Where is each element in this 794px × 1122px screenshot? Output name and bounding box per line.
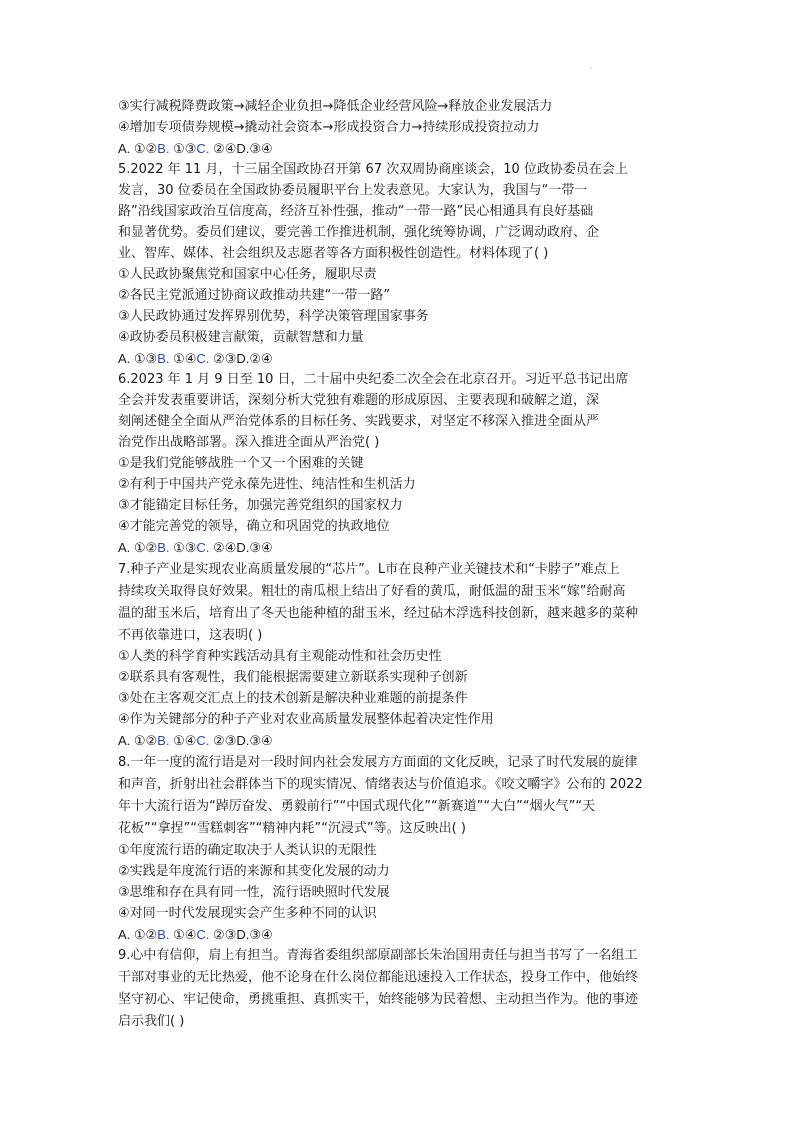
q4-choice-c: C. (196, 141, 210, 156)
q4-choice-a: A. ①② (118, 141, 158, 156)
q6-choice-b-text: ①③ (169, 540, 197, 555)
q8-choice-a: A. ①② (118, 927, 158, 942)
q5-choice-b: B. (157, 351, 170, 366)
q8-choice-c-text: ②③ (209, 927, 237, 942)
q7-item: ①人类的科学育种实践活动具有主观能动性和社会历史性 (118, 649, 442, 664)
q5-choice-c-text: ②③ (209, 351, 237, 366)
q7-stem-line: 温的甜玉米后，培育出了冬天也能种植的甜玉米，经过砧木浮选科技创新，越来越多的菜种 (118, 606, 639, 621)
q8-choice-d: D.③④ (236, 927, 273, 942)
q7-item: ③处在主客观交汇点上的技术创新是解决种业难题的前提条件 (118, 691, 468, 706)
q4-choice-c-text: ②④ (209, 141, 237, 156)
q5-stem-line: 和显著优势。委员们建议，要完善工作推进机制，强化统筹协调，广泛调动政府、企 (118, 225, 600, 240)
q7-item: ②联系具有客观性，我们能根据需要建立新联系实现种子创新 (118, 670, 468, 685)
q9-stem-line: 启示我们( ) (118, 1014, 185, 1029)
page-marker: · (590, 64, 593, 73)
q5-item: ③人民政协通过发挥界别优势，科学决策管理国家事务 (118, 309, 429, 324)
q4-choices (118, 139, 273, 159)
q5-choice-b-text: ①④ (169, 351, 197, 366)
q5-stem-line: 5.2022 年 11 月，十三届全国政协召开第 67 次双周协商座谈会，10 位政协委员在会上 (118, 162, 628, 177)
q6-choice-c: C. (196, 540, 210, 555)
q7-stem-line: 持续攻关取得良好效果。粗壮的南瓜根上结出了好看的黄瓜，耐低温的甜玉米“嫁”给耐高 (118, 584, 626, 599)
q6-item: ①是我们党能够战胜一个又一个困难的关键 (118, 456, 364, 471)
q6-choice-c-text: ②④ (209, 540, 237, 555)
q8-item: ①年度流行语的确定取决于人类认识的无限性 (118, 843, 377, 858)
q5-item: ④政协委员积极建言献策，贡献智慧和力量 (118, 330, 364, 345)
q6-item: ③才能锚定目标任务，加强完善党组织的国家权力 (118, 498, 403, 513)
q6-item: ④才能完善党的领导，确立和巩固党的执政地位 (118, 519, 390, 534)
q6-choices (118, 538, 273, 558)
q7-choice-c: C. (196, 733, 210, 748)
q6-stem-line: 治党作出战略部署。深入推进全面从严治党( ) (118, 435, 380, 450)
q4-choice-b: B. (157, 141, 170, 156)
q6-choice-a: A. ①② (118, 540, 158, 555)
q6-stem-line: 全会并发表重要讲话，深刻分析大党独有难题的形成原因、主要表现和破解之道，深 (118, 393, 600, 408)
q8-item: ②实践是年度流行语的来源和其变化发展的动力 (118, 864, 390, 879)
q8-choices (118, 925, 273, 945)
q9-stem-line: 干部对事业的无比热爱，他不论身在什么岗位都能迅速投入工作状态，投身工作中，他始终 (118, 970, 639, 985)
q8-choice-b-text: ①④ (169, 927, 197, 942)
q8-stem-line: 年十大流行语为“踔厉奋发、勇毅前行”“中国式现代化”“新赛道”“大白”“烟火气”“天 (118, 799, 596, 814)
q4-item-4: ④增加专项债券规模→撬动社会资本→形成投资合力→持续形成投资拉动力 (118, 120, 540, 135)
q6-choice-d: D.③④ (236, 540, 273, 555)
q8-stem-line: 8.一年一度的流行语是对一段时间内社会发展方方面面的文化反映，记录了时代发展的旋律 (118, 755, 638, 770)
q7-choices (118, 731, 273, 751)
q9-stem-line: 9.心中有信仰，肩上有担当。青海省委组织部原副部长朱治国用责任与担当书写了一名组工 (118, 948, 638, 963)
q5-choices (118, 349, 273, 369)
q8-choice-c: C. (196, 927, 210, 942)
q8-stem-line: 花板”“拿捏”“雪糕刺客”“精神内耗”“沉浸式”等。这反映出( ) (118, 821, 466, 836)
q4-choice-d: D.③④ (236, 141, 273, 156)
q5-item: ②各民主党派通过协商议政推动共建“一带一路” (118, 288, 391, 303)
q7-choice-b: B. (157, 733, 170, 748)
q4-choice-b-text: ①③ (169, 141, 197, 156)
q7-choice-b-text: ①④ (169, 733, 197, 748)
q5-choice-a: A. ①③ (118, 351, 158, 366)
q5-choice-c: C. (196, 351, 210, 366)
q5-stem-line: 路”沿线国家政治互信度高，经济互补性强，推动“一带一路”民心相通具有良好基础 (118, 204, 594, 219)
q7-stem-line: 7.种子产业是实现农业高质量发展的“芯片”。L市在良种产业关键技术和“卡脖子”难点上 (118, 562, 620, 577)
q8-item: ④对同一时代发展现实会产生多种不同的认识 (118, 906, 377, 921)
q7-item: ④作为关键部分的种子产业对农业高质量发展整体起着决定性作用 (118, 712, 494, 727)
q7-choice-c-text: ②③ (209, 733, 237, 748)
q5-choice-d: D.②④ (236, 351, 273, 366)
q6-choice-b: B. (157, 540, 170, 555)
q5-item: ①人民政协聚焦党和国家中心任务，履职尽责 (118, 267, 377, 282)
q6-stem-line: 6.2023 年 1 月 9 日至 10 日，二十届中央纪委二次全会在北京召开。习近平总书记出席 (118, 372, 629, 387)
q5-stem-line: 发言，30 位委员在全国政协委员履职平台上发表意见。大家认为，我国与“一带一 (118, 183, 588, 198)
q8-stem-line: 和声音，折射出社会群体当下的现实情况、情绪表达与价值追求。《咬文嚼字》公布的 2022 (118, 777, 643, 792)
q8-choice-b: B. (157, 927, 170, 942)
q4-item-3: ③实行减税降费政策→减轻企业负担→降低企业经营风险→释放企业发展活力 (118, 99, 553, 114)
q9-stem-line: 坚守初心、牢记使命，勇挑重担、真抓实干，始终能够为民着想、主动担当作为。他的事迹 (118, 992, 639, 1007)
q5-stem-line: 业、智库、媒体、社会组织及志愿者等各方面积极性创造性。材料体现了( ) (118, 246, 549, 261)
q8-item: ③思维和存在具有同一性，流行语映照时代发展 (118, 885, 390, 900)
q6-stem-line: 刻阐述健全全面从严治党体系的目标任务、实践要求，对坚定不移深入推进全面从严 (118, 414, 600, 429)
q7-choice-a: A. ①② (118, 733, 158, 748)
q6-item: ②有利于中国共产党永葆先进性、纯洁性和生机活力 (118, 477, 416, 492)
q7-stem-line: 不再依靠进口，这表明( ) (118, 628, 263, 643)
q7-choice-d: D.③④ (236, 733, 273, 748)
